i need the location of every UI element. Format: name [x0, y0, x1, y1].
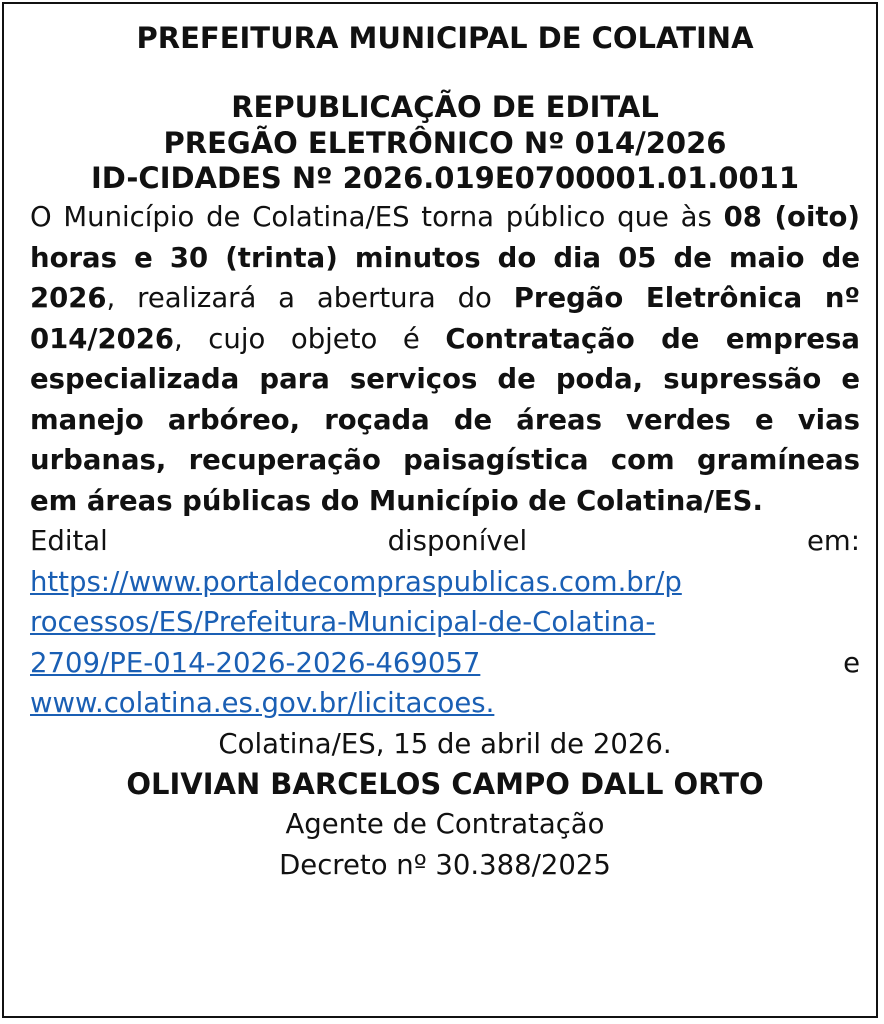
notice-paragraph	[30, 197, 860, 521]
portal-link-part-3[interactable]: 2709/PE-014-2026-2026-469057	[30, 646, 481, 679]
decree-number: Decreto nº 30.388/2025	[279, 848, 611, 881]
link-line-2	[30, 602, 860, 643]
link-line-1	[30, 562, 860, 603]
intro-text: O Município de Colatina/ES torna público que às	[30, 201, 724, 233]
heading-republication: REPUBLICAÇÃO DE EDITAL	[231, 90, 659, 124]
edital-word: Edital	[30, 525, 108, 557]
link-line-4	[30, 683, 860, 724]
spacer	[30, 58, 860, 89]
link-line-3	[30, 643, 860, 684]
middle-text: , realizará a abertura do	[106, 282, 514, 314]
available-word: disponível	[387, 525, 528, 557]
org-title: PREFEITURA MUNICIPAL DE COLATINA	[136, 21, 754, 55]
portal-link-part-1[interactable]: https://www.portaldecompraspublicas.com.br/p	[30, 565, 682, 598]
notice-content	[30, 18, 860, 885]
colatina-link[interactable]: www.colatina.es.gov.br/licitacoes.	[30, 687, 495, 719]
portal-link-part-2[interactable]: rocessos/ES/Prefeitura-Municipal-de-Colatina-	[30, 606, 656, 638]
object-description: Contratação de empresa especializada para serviços de poda, supressão e manejo arbóreo, roçada de áreas verdes e vias urbanas, recuperação paisagística com gramíneas em áreas públicas do Município de Colatina/ES.	[30, 322, 860, 517]
and-word: e	[843, 646, 860, 679]
edital-available-line	[30, 521, 860, 562]
notice-frame	[2, 2, 878, 1018]
signatory-role: Agente de Contratação	[285, 808, 605, 840]
in-word: em:	[807, 525, 860, 557]
opening-datetime: 08 (oito) horas e 30 (trinta) minutos do dia 05 de maio de 2026	[30, 201, 860, 314]
heading-id-cidades: ID-CIDADES Nº 2026.019E0700001.01.0011	[90, 161, 800, 195]
place-date: Colatina/ES, 15 de abril de 2026.	[218, 727, 672, 760]
signatory-name: OLIVIAN BARCELOS CAMPO DALL ORTO	[126, 767, 764, 801]
object-intro-text: , cujo objeto é	[174, 322, 446, 355]
heading-pregao: PREGÃO ELETRÔNICO Nº 014/2026	[163, 126, 727, 160]
process-number: Pregão Eletrônica nº 014/2026	[30, 282, 860, 355]
